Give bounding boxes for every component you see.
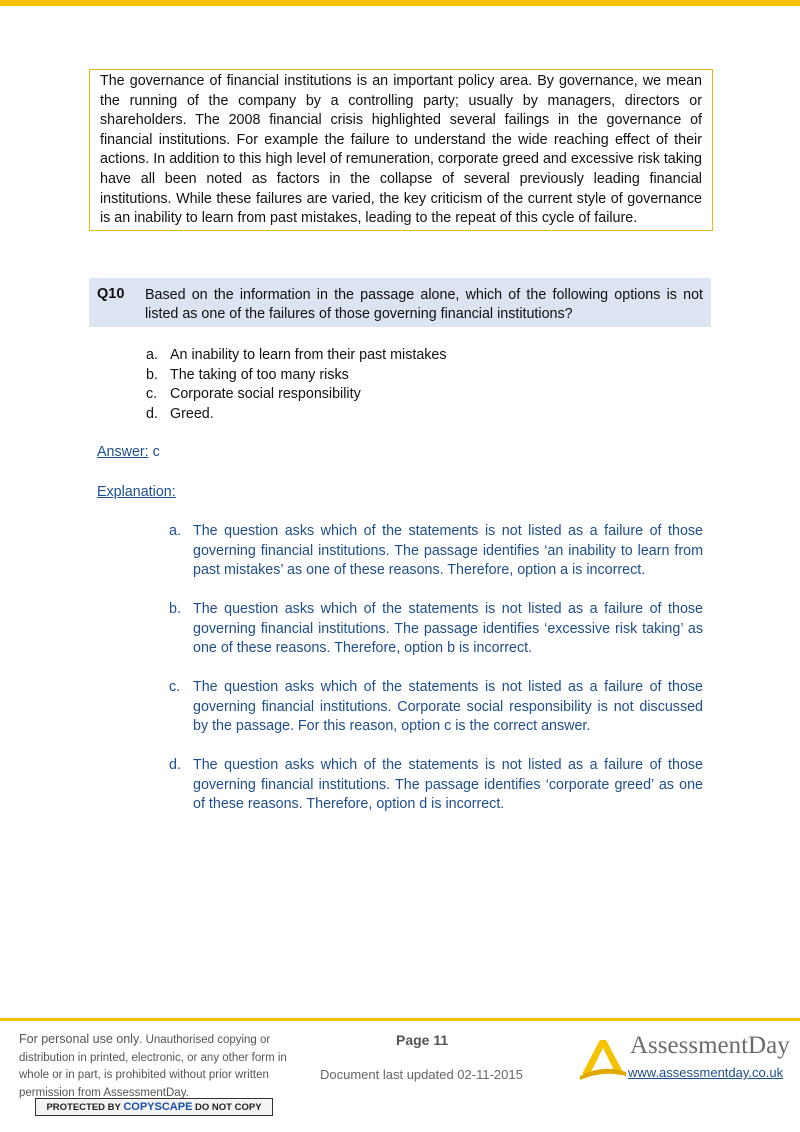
option-letter: c. xyxy=(146,386,158,403)
copyright-notice xyxy=(19,1031,309,1102)
question-text: Based on the information in the passage alone, which of the following options is not listed as one of the failures of those governing financial institutions? xyxy=(145,287,703,322)
explanation-text: The question asks which of the statements is not listed as a failure of those governing financial institutions. The passage identifies ‘excessive risk taking’ as one of these reasons. Therefore, option b is incorrect. xyxy=(193,601,703,657)
explanation-item-d xyxy=(169,756,703,815)
website-link[interactable]: www.assessmentday.co.uk xyxy=(628,1065,784,1080)
answer-value: c xyxy=(148,444,160,460)
explanation-item-b xyxy=(169,600,703,659)
option-text: The taking of too many risks xyxy=(170,366,349,383)
copyscape-brand: COPYSCAPE xyxy=(123,1101,193,1113)
option-b xyxy=(146,366,447,386)
copyscape-prefix: PROTECTED BY xyxy=(46,1102,124,1113)
copyright-text: . Unauthorised copying or distribution in printed, electronic, or any other form in whole or in part, is prohibited without prior written permission from AssessmentDay. xyxy=(19,1034,287,1099)
question-band xyxy=(89,278,711,327)
passage-text: The governance of financial institutions is an important policy area. By governance, we mean the running of the company by a controlling party; usually by managers, directors or shareholders. The 2008 financial crisis highlighted several failings in the governance of financial institutions. For example the failure to understand the wide reaching effect of their actions. In addition to this high level of remuneration, corporate greed and excessive risk taking have all been noted as factors in the collapse of several previously leading financial institutions. While these failures are varied, the key criticism of the current style of governance is an inability to learn from past mistakes, leading to the repeat of this cycle of failure. xyxy=(100,73,702,227)
page-number: Page 11 xyxy=(396,1032,449,1048)
logo-text: AssessmentDay xyxy=(630,1032,790,1059)
top-accent-bar xyxy=(0,0,800,6)
answer-label: Answer: xyxy=(97,444,149,460)
answer-line xyxy=(97,444,160,460)
explanation-title: Explanation: xyxy=(97,484,176,500)
question-number: Q10 xyxy=(97,286,125,302)
explanation-item-c xyxy=(169,678,703,737)
option-text: An inability to learn from their past mistakes xyxy=(170,347,447,363)
answer-options xyxy=(146,346,447,424)
footer-accent-bar xyxy=(0,1018,800,1021)
option-letter: b. xyxy=(146,366,158,383)
explanation-letter: d. xyxy=(169,757,181,773)
explanation-item-a xyxy=(169,522,703,581)
personal-use-label: For personal use only xyxy=(19,1032,140,1046)
option-c xyxy=(146,385,447,405)
option-d xyxy=(146,405,447,425)
explanation-letter: a. xyxy=(169,523,181,539)
option-text: Corporate social responsibility xyxy=(170,386,361,403)
explanation-letter: c. xyxy=(169,679,181,695)
option-text: Greed. xyxy=(170,405,214,422)
explanation-text: The question asks which of the statements is not listed as a failure of those governing financial institutions. Corporate social responsibility is not discussed by the passage. For this reason, option c is the correct answer. xyxy=(193,679,703,735)
explanation-text: The question asks which of the statements is not listed as a failure of those governing financial institutions. The passage identifies ‘an inability to learn from past mistakes’ as one of these reasons. Therefore, option a is incorrect. xyxy=(193,523,703,579)
document-updated-date: Document last updated 02-11-2015 xyxy=(320,1067,523,1082)
option-a xyxy=(146,346,447,366)
explanation-text: The question asks which of the statements is not listed as a failure of those governing financial institutions. The passage identifies ‘corporate greed’ as one of these reasons. Therefore, option d is incorrect. xyxy=(193,757,703,813)
copyscape-suffix: DO NOT COPY xyxy=(192,1102,262,1113)
option-letter: a. xyxy=(146,347,158,363)
explanation-letter: b. xyxy=(169,601,181,617)
option-letter: d. xyxy=(146,405,158,422)
passage-box xyxy=(89,69,713,231)
logo-a-icon xyxy=(578,1034,628,1080)
copyscape-badge[interactable] xyxy=(35,1098,273,1116)
